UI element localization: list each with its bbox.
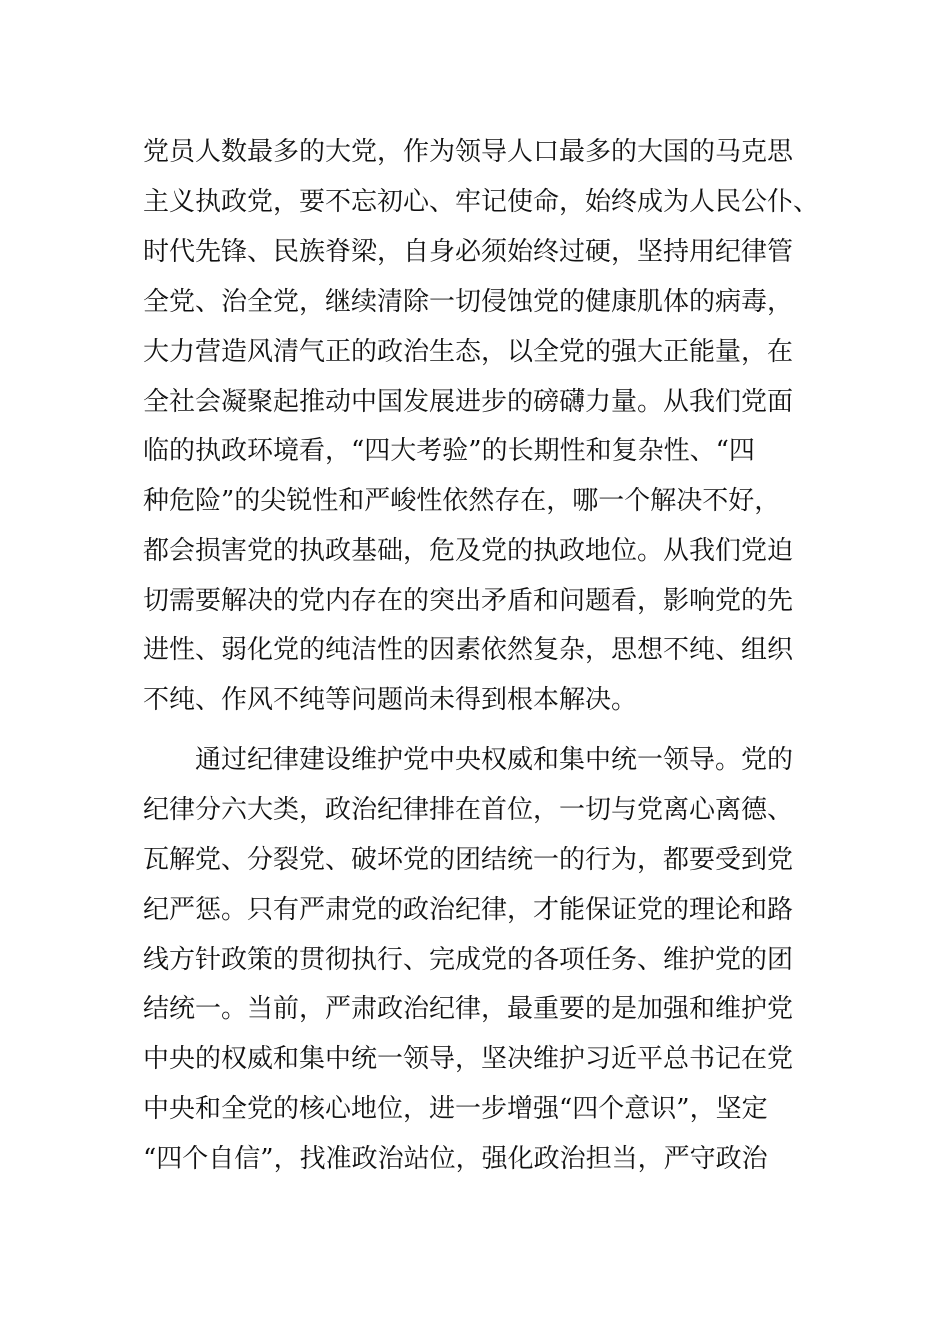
text-line: 大力营造风清气正的政治生态，以全党的强大正能量，在: [143, 337, 794, 367]
text-line: 中央和全党的核心地位，进一步增强“四个意识”，坚定: [143, 1094, 768, 1124]
text-line: 纪律分六大类，政治纪律排在首位，一切与党离心离德、: [143, 795, 794, 825]
text-line: “四个自信”，找准政治站位，强化政治担当，严守政治: [143, 1144, 768, 1174]
text-line: 线方针政策的贯彻执行、完成党的各项任务、维护党的团: [143, 945, 794, 975]
text-line: 种危险”的尖锐性和严峻性依然存在，哪一个解决不好，: [143, 486, 781, 516]
text-line: 切需要解决的党内存在的突出矛盾和问题看，影响党的先: [143, 586, 794, 616]
text-line: 都会损害党的执政基础，危及党的执政地位。从我们党迫: [143, 536, 794, 566]
text-line: 纪严惩。只有严肃党的政治纪律，才能保证党的理论和路: [143, 895, 794, 925]
text-line: 主义执政党，要不忘初心、牢记使命，始终成为人民公仆、: [143, 187, 820, 217]
text-line: 全党、治全党，继续清除一切侵蚀党的健康肌体的病毒，: [143, 287, 794, 317]
text-line: 不纯、作风不纯等问题尚未得到根本解决。: [143, 685, 638, 715]
text-line: 通过纪律建设维护党中央权威和集中统一领导。党的: [195, 745, 794, 775]
text-line: 临的执政环境看，“四大考验”的长期性和复杂性、“四: [143, 436, 755, 466]
text-line: 瓦解党、分裂党、破坏党的团结统一的行为，都要受到党: [143, 845, 794, 875]
text-line: 进性、弱化党的纯洁性的因素依然复杂，思想不纯、组织: [143, 635, 794, 665]
text-line: 党员人数最多的大党，作为领导人口最多的大国的马克思: [143, 137, 794, 167]
text-line: 中央的权威和集中统一领导，坚决维护习近平总书记在党: [143, 1044, 794, 1074]
text-line: 时代先锋、民族脊梁，自身必须始终过硬，坚持用纪律管: [143, 237, 794, 267]
text-line: 全社会凝聚起推动中国发展进步的磅礴力量。从我们党面: [143, 387, 794, 417]
text-line: 结统一。当前，严肃政治纪律，最重要的是加强和维护党: [143, 994, 794, 1024]
